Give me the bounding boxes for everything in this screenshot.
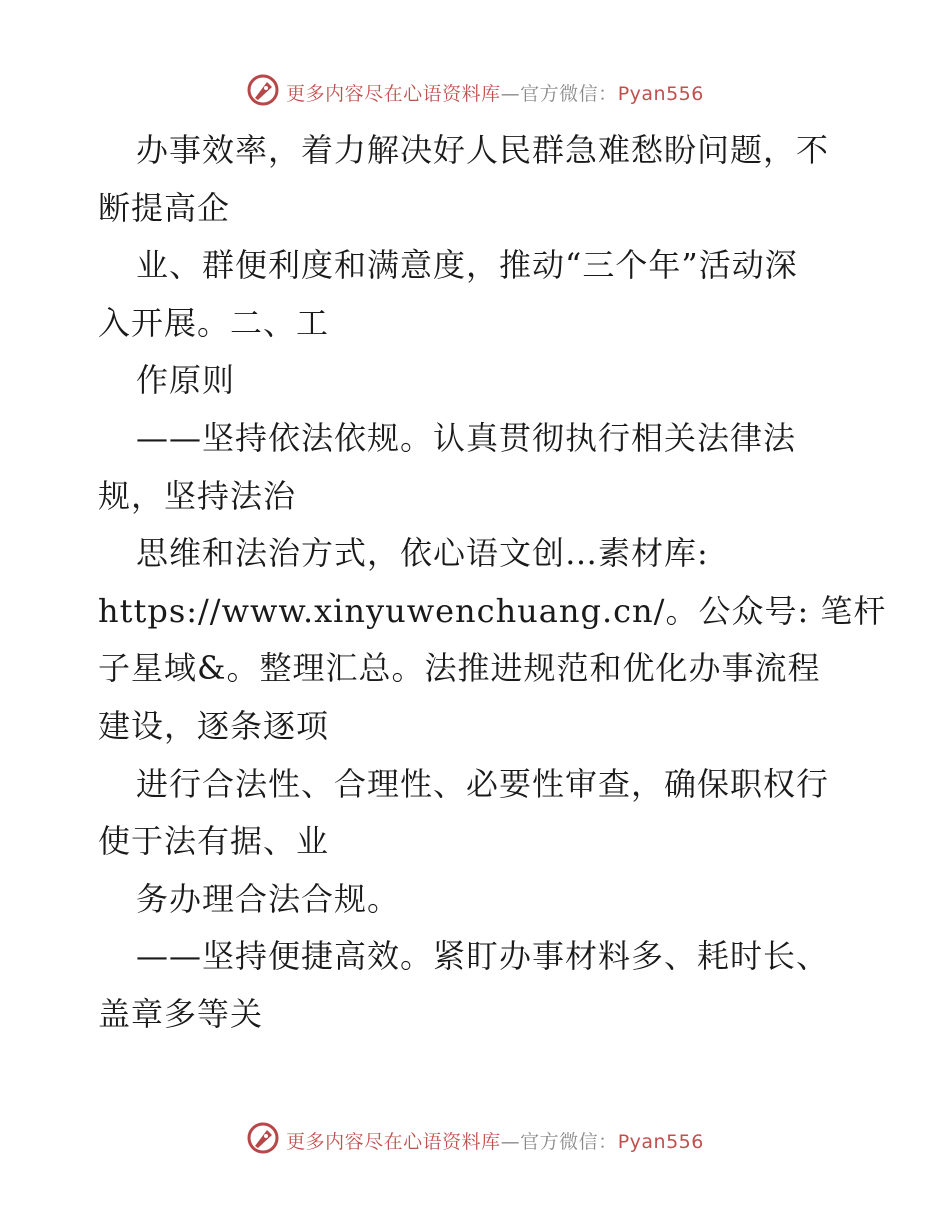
body-line: 子星域&。整理汇总。法推进规范和优化办事流程	[98, 649, 821, 688]
body-line: 务办理合法合规。	[136, 879, 401, 918]
header-banner	[0, 72, 950, 112]
body-line: 使于法有据、业	[98, 822, 330, 861]
footer-main-text: 更多内容尽在心语资料库	[286, 1130, 501, 1153]
pen-nib-circle-logo-icon	[246, 73, 280, 111]
header-separator: —	[500, 82, 521, 105]
document-body	[98, 122, 887, 1044]
body-line: 进行合法性、合理性、必要性审查，确保职权行	[136, 764, 830, 803]
body-line: 业、群便利度和满意度，推动“三个年”活动深	[136, 246, 798, 285]
body-line: 建设，逐条逐项	[98, 706, 330, 745]
header-wechat-label: 官方微信：	[520, 82, 618, 105]
body-line: 思维和法治方式，依心语文创…素材库:	[136, 534, 709, 573]
footer-wechat-label: 官方微信：	[520, 1130, 618, 1153]
body-line: ——坚持依法依规。认真贯彻执行相关法律法	[136, 418, 797, 457]
body-line: 作原则	[136, 361, 236, 400]
footer-banner	[0, 1120, 950, 1160]
body-line: 规，坚持法治	[98, 476, 297, 515]
footer-banner-text	[286, 1127, 704, 1154]
footer-wechat-id: Pyan556	[617, 1130, 704, 1153]
header-banner-text	[286, 79, 704, 106]
footer-separator: —	[500, 1130, 521, 1153]
body-line: 盖章多等关	[98, 994, 264, 1033]
header-main-text: 更多内容尽在心语资料库	[286, 82, 501, 105]
pen-nib-circle-logo-icon	[246, 1121, 280, 1159]
body-line: 入开展。二、工	[98, 303, 330, 342]
body-line: 办事效率，着力解决好人民群急难愁盼问题，不	[136, 131, 830, 169]
header-wechat-id: Pyan556	[617, 82, 704, 105]
body-line: ——坚持便捷高效。紧盯办事材料多、耗时长、	[136, 937, 830, 976]
body-line: https://www.xinyuwenchuang.cn/。公众号: 笔杆	[98, 591, 887, 630]
body-line: 断提高企	[98, 188, 231, 227]
